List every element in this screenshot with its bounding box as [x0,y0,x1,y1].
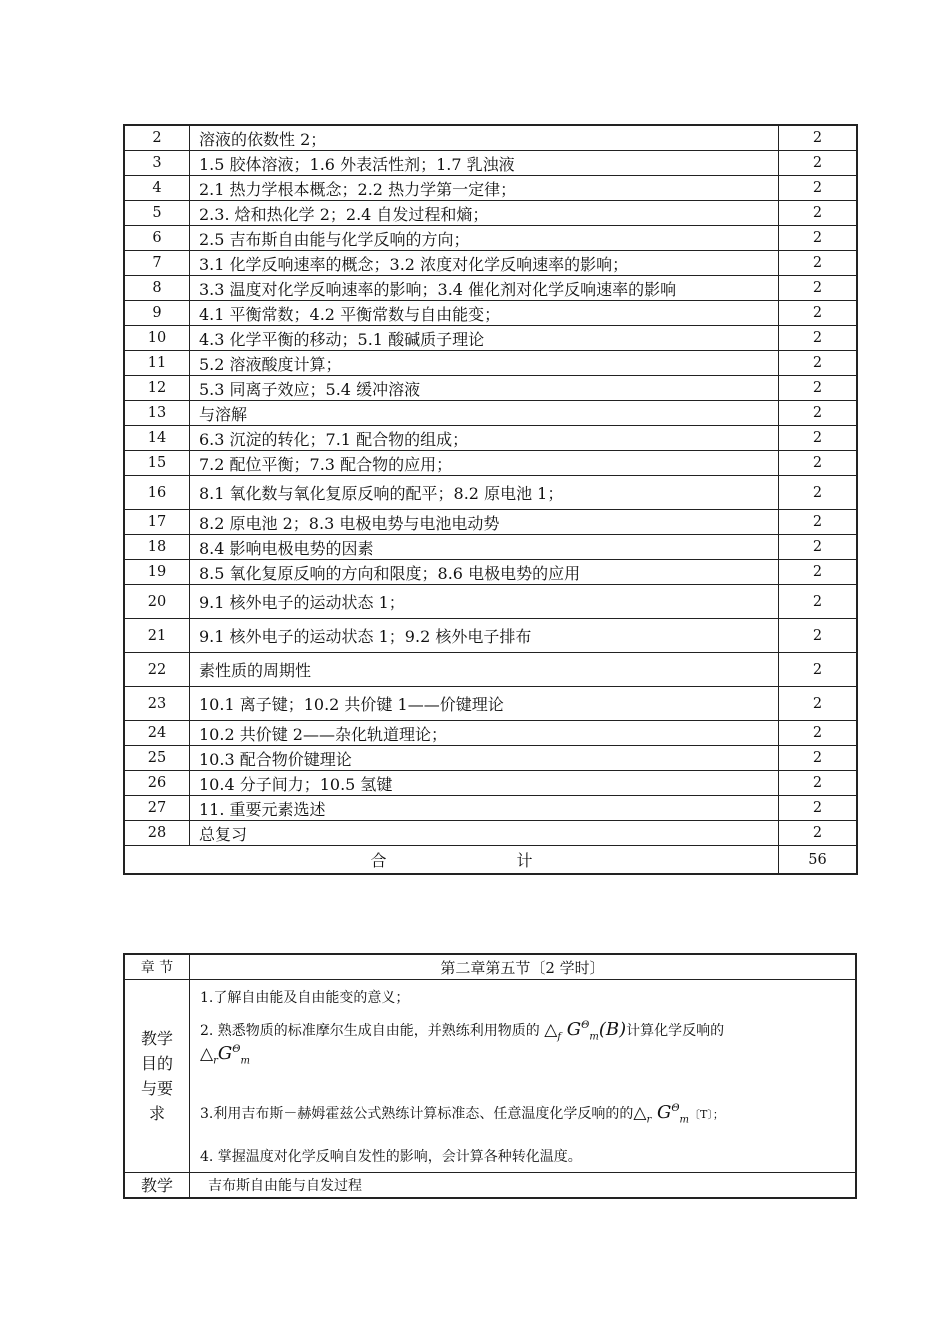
chapter-row [124,954,856,980]
hours-value: 2 [779,535,858,560]
schedule-row [124,560,857,585]
week-number: 9 [124,301,190,326]
hours-value: 2 [779,821,858,846]
goal-3-text-b: 〔T〕； [689,1108,724,1122]
week-number: 7 [124,251,190,276]
schedule-row [124,376,857,401]
schedule-row [124,125,857,151]
goal-1: 1.了解自由能及自由能变的意义； [200,990,410,1006]
hours-value: 2 [779,176,858,201]
schedule-row [124,176,857,201]
schedule-row [124,426,857,451]
hours-value: 2 [779,510,858,535]
topic-text: 与溶解 [190,401,779,426]
hours-value: 2 [779,746,858,771]
topic-text: 3.1 化学反响速率的概念；3.2 浓度对化学反响速率的影响； [190,251,779,276]
hours-value: 2 [779,451,858,476]
topic-text: 溶液的依数性 2； [190,125,779,151]
hours-value: 2 [779,721,858,746]
total-char-1: 合 [370,851,387,870]
goal-4: 4. 掌握温度对化学反响自发性的影响，会计算各种转化温度。 [200,1148,582,1165]
topic-text: 10.2 共价键 2——杂化轨道理论； [190,721,779,746]
topic-text: 8.1 氧化数与氧化复原反响的配平；8.2 原电池 1； [190,476,779,510]
hours-value: 2 [779,653,858,687]
week-number: 2 [124,125,190,151]
goal-3 [200,1066,847,1126]
schedule-row [124,451,857,476]
goal-3-text-a: 3.利用吉布斯－赫姆霍兹公式熟练计算标准态、任意温度化学反响的的 [200,1106,634,1123]
hours-value: 2 [779,426,858,451]
hours-value: 2 [779,226,858,251]
hours-value: 2 [779,201,858,226]
hours-value: 2 [779,401,858,426]
hours-value: 2 [779,476,858,510]
focus-value: 吉布斯自由能与自发过程 [190,1172,857,1198]
topic-text: 8.5 氧化复原反响的方向和限度；8.6 电极电势的应用 [190,560,779,585]
topic-text: 10.4 分子间力；10.5 氢键 [190,771,779,796]
week-number: 23 [124,687,190,721]
schedule-row [124,510,857,535]
total-hours: 56 [779,846,858,875]
hours-value: 2 [779,560,858,585]
topic-text: 2.3. 焓和热化学 2；2.4 自发过程和熵； [190,201,779,226]
hours-value: 2 [779,687,858,721]
week-number: 22 [124,653,190,687]
chapter-value: 第二章第五节〔2 学时〕 [190,954,857,980]
schedule-row [124,351,857,376]
topic-text: 10.1 离子键；10.2 共价键 1——价键理论 [190,687,779,721]
week-number: 8 [124,276,190,301]
week-number: 26 [124,771,190,796]
goal-2-text-a: 2. 熟悉物质的标准摩尔生成自由能，并熟练利用物质的 [200,1023,540,1039]
week-number: 20 [124,585,190,619]
schedule-row [124,201,857,226]
schedule-row [124,746,857,771]
hours-value: 2 [779,251,858,276]
schedule-row [124,151,857,176]
topic-text: 素性质的周期性 [190,653,779,687]
total-char-2: 计 [516,851,533,870]
schedule-row [124,585,857,619]
goals-content [190,980,857,1173]
schedule-row [124,226,857,251]
chapter-label: 章 节 [124,954,190,980]
week-number: 28 [124,821,190,846]
week-number: 24 [124,721,190,746]
topic-text: 6.3 沉淀的转化；7.1 配合物的组成； [190,426,779,451]
topic-text: 9.1 核外电子的运动状态 1；9.2 核外电子排布 [190,619,779,653]
week-number: 27 [124,796,190,821]
schedule-row [124,821,857,846]
topic-text: 10.3 配合物价键理论 [190,746,779,771]
schedule-row [124,796,857,821]
topic-text: 8.2 原电池 2；8.3 电极电势与电池电动势 [190,510,779,535]
schedule-body [124,125,857,846]
week-number: 13 [124,401,190,426]
total-label [124,846,779,875]
hours-value: 2 [779,376,858,401]
topic-text: 4.1 平衡常数；4.2 平衡常数与自由能变； [190,301,779,326]
hours-value: 2 [779,326,858,351]
goal-2-text-b: 计算化学反响的 [626,1023,725,1039]
goal-2 [200,1007,847,1066]
hours-value: 2 [779,151,858,176]
topic-text: 5.3 同离子效应；5.4 缓冲溶液 [190,376,779,401]
hours-value: 2 [779,351,858,376]
hours-value: 2 [779,771,858,796]
topic-text: 2.5 吉布斯自由能与化学反响的方向； [190,226,779,251]
week-number: 18 [124,535,190,560]
focus-label: 教学 [124,1172,190,1198]
hours-value: 2 [779,276,858,301]
schedule-row [124,476,857,510]
week-number: 16 [124,476,190,510]
week-number: 17 [124,510,190,535]
week-number: 10 [124,326,190,351]
hours-value: 2 [779,125,858,151]
topic-text: 总复习 [190,821,779,846]
topic-text: 7.2 配位平衡；7.3 配合物的应用； [190,451,779,476]
week-number: 11 [124,351,190,376]
total-row [124,846,857,875]
course-schedule-table [123,124,858,875]
schedule-row [124,535,857,560]
goals-row [124,980,856,1173]
week-number: 5 [124,201,190,226]
week-number: 19 [124,560,190,585]
formula-delta-f-gm-b: $\triangle_f$ $G^\Theta_m(B)$ [544,1019,627,1043]
week-number: 25 [124,746,190,771]
schedule-row [124,276,857,301]
lesson-plan-table [123,953,857,1199]
topic-text: 3.3 温度对化学反响速率的影响；3.4 催化剂对化学反响速率的影响 [190,276,779,301]
week-number: 15 [124,451,190,476]
topic-text: 1.5 胶体溶液；1.6 外表活性剂；1.7 乳浊液 [190,151,779,176]
week-number: 12 [124,376,190,401]
topic-text: 8.4 影响电极电势的因素 [190,535,779,560]
schedule-row [124,687,857,721]
schedule-row [124,251,857,276]
hours-value: 2 [779,585,858,619]
week-number: 14 [124,426,190,451]
week-number: 6 [124,226,190,251]
schedule-row [124,301,857,326]
schedule-row [124,401,857,426]
schedule-row [124,619,857,653]
schedule-row [124,721,857,746]
schedule-row [124,653,857,687]
goals-label: 教学 目的 与要 求 [124,980,190,1173]
hours-value: 2 [779,796,858,821]
week-number: 3 [124,151,190,176]
hours-value: 2 [779,619,858,653]
schedule-row [124,771,857,796]
hours-value: 2 [779,301,858,326]
formula-delta-r-gm-t: $\triangle_r$ $G^\Theta_m$ [633,1102,690,1126]
topic-text: 4.3 化学平衡的移动；5.1 酸碱质子理论 [190,326,779,351]
week-number: 21 [124,619,190,653]
topic-text: 5.2 溶液酸度计算； [190,351,779,376]
week-number: 4 [124,176,190,201]
topic-text: 2.1 热力学根本概念；2.2 热力学第一定律； [190,176,779,201]
schedule-row [124,326,857,351]
topic-text: 9.1 核外电子的运动状态 1； [190,585,779,619]
topic-text: 11. 重要元素选述 [190,796,779,821]
formula-delta-r-gm: $\triangle_rG^\Theta_m$ [200,1042,250,1067]
focus-row [124,1172,856,1198]
